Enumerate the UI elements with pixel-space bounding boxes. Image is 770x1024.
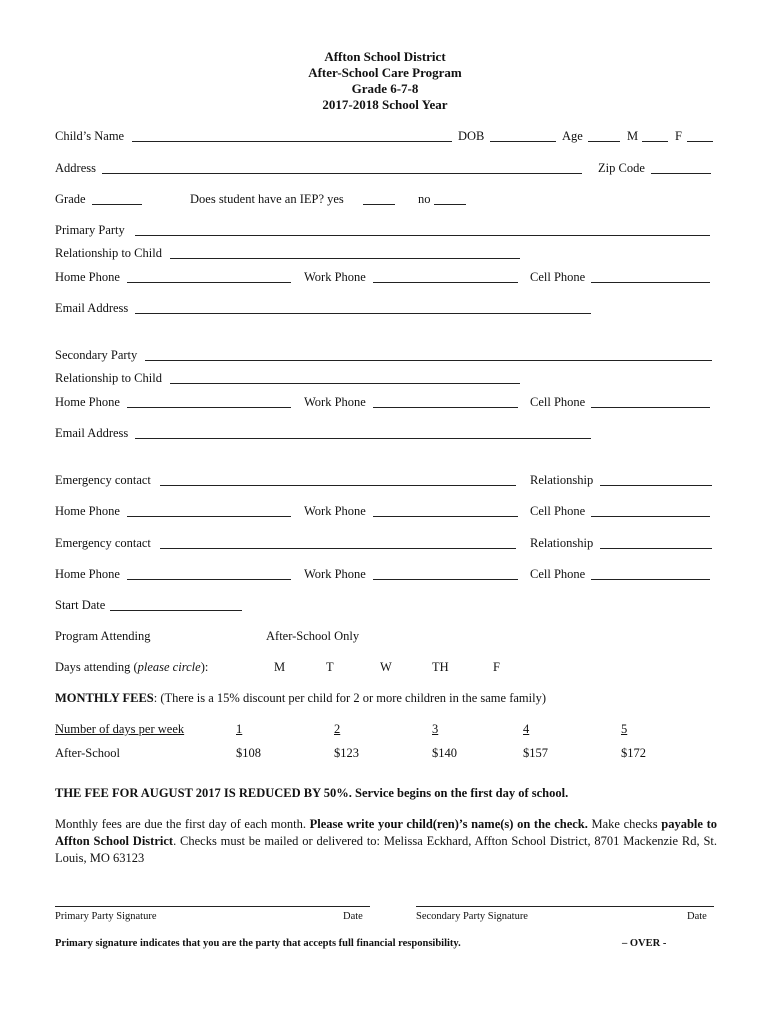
emergency1-contact-field[interactable] [160, 485, 516, 486]
zip-label: Zip Code [598, 161, 645, 175]
year-title: 2017-2018 School Year [322, 97, 448, 112]
secondary-relationship-field[interactable] [170, 383, 520, 384]
iep-no-label: no [418, 192, 431, 206]
emergency1-home-field[interactable] [127, 516, 291, 517]
secondary-signature-label: Secondary Party Signature [416, 911, 528, 922]
fees-col-1: 1 [236, 722, 243, 736]
primary-email-label: Email Address [55, 301, 129, 315]
secondary-work-field[interactable] [373, 407, 518, 408]
fees-value-5: $172 [621, 746, 646, 760]
age-label: Age [562, 129, 583, 143]
program-title: After-School Care Program [308, 65, 462, 80]
fees-col-4: 4 [523, 722, 530, 736]
male-label: M [627, 129, 639, 143]
secondary-work-label: Work Phone [304, 395, 366, 409]
primary-relationship-label: Relationship to Child [55, 246, 162, 260]
iep-yes-field[interactable] [363, 204, 395, 205]
fees-col-3: 3 [432, 722, 439, 736]
emergency1-work-label: Work Phone [304, 504, 366, 518]
male-field[interactable] [642, 141, 668, 142]
emergency2-contact-label: Emergency contact [55, 536, 151, 550]
primary-signature-label: Primary Party Signature [55, 911, 157, 922]
fees-value-2: $123 [334, 746, 359, 760]
fees-col-5: 5 [621, 722, 628, 736]
primary-cell-field[interactable] [591, 282, 710, 283]
female-field[interactable] [687, 141, 713, 142]
primary-date-label: Date [343, 911, 363, 922]
emergency2-home-label: Home Phone [55, 567, 120, 581]
primary-email-field[interactable] [135, 313, 591, 314]
emergency2-cell-field[interactable] [591, 579, 710, 580]
monthly-fees-heading: MONTHLY FEES: (There is a 15% discount per child for 2 or more children in the same family) [55, 691, 546, 705]
program-attending-label: Program Attending [55, 629, 151, 643]
emergency1-relationship-field[interactable] [600, 485, 712, 486]
secondary-party-field[interactable] [145, 360, 712, 361]
days-attending-label: Days attending (please circle): [55, 660, 209, 674]
secondary-cell-label: Cell Phone [530, 395, 586, 409]
secondary-date-label: Date [687, 911, 707, 922]
primary-home-field[interactable] [127, 282, 291, 283]
day-option-w[interactable]: W [380, 660, 392, 674]
emergency2-contact-field[interactable] [160, 548, 516, 549]
fees-value-1: $108 [236, 746, 261, 760]
emergency1-relationship-label: Relationship [530, 473, 594, 487]
dob-label: DOB [458, 129, 485, 143]
emergency2-cell-label: Cell Phone [530, 567, 586, 581]
fees-col-2: 2 [334, 722, 341, 736]
child-name-label: Child’s Name [55, 129, 125, 143]
responsibility-note: Primary signature indicates that you are the party that accepts full financial responsibility. [55, 938, 461, 949]
secondary-cell-field[interactable] [591, 407, 710, 408]
day-option-f[interactable]: F [493, 660, 500, 674]
over-note: – OVER - [622, 938, 667, 949]
primary-home-label: Home Phone [55, 270, 120, 284]
primary-party-label: Primary Party [55, 223, 125, 237]
secondary-email-label: Email Address [55, 426, 129, 440]
fees-value-3: $140 [432, 746, 457, 760]
address-label: Address [55, 161, 96, 175]
zip-field[interactable] [651, 173, 711, 174]
dob-field[interactable] [490, 141, 556, 142]
august-notice: THE FEE FOR AUGUST 2017 IS REDUCED BY 50%. Service begins on the first day of school. [55, 786, 569, 800]
primary-work-field[interactable] [373, 282, 518, 283]
fees-value-4: $157 [523, 746, 548, 760]
secondary-relationship-label: Relationship to Child [55, 371, 162, 385]
emergency1-cell-field[interactable] [591, 516, 710, 517]
emergency2-work-field[interactable] [373, 579, 518, 580]
program-attending-value: After-School Only [266, 629, 360, 643]
day-option-m[interactable]: M [274, 660, 286, 674]
day-option-t[interactable]: T [326, 660, 334, 674]
fees-row-label: After-School [55, 746, 121, 760]
primary-relationship-field[interactable] [170, 258, 520, 259]
secondary-signature-line[interactable] [416, 906, 714, 907]
emergency1-home-label: Home Phone [55, 504, 120, 518]
grade-label: Grade [55, 192, 86, 206]
address-field[interactable] [102, 173, 582, 174]
secondary-home-label: Home Phone [55, 395, 120, 409]
female-label: F [675, 129, 682, 143]
child-name-field[interactable] [132, 141, 452, 142]
start-date-field[interactable] [110, 610, 242, 611]
primary-party-field[interactable] [135, 235, 710, 236]
district-title: Affton School District [324, 49, 446, 64]
secondary-party-label: Secondary Party [55, 348, 138, 362]
primary-signature-line[interactable] [55, 906, 370, 907]
iep-label: Does student have an IEP? yes [190, 192, 344, 206]
primary-cell-label: Cell Phone [530, 270, 586, 284]
emergency2-work-label: Work Phone [304, 567, 366, 581]
secondary-home-field[interactable] [127, 407, 291, 408]
age-field[interactable] [588, 141, 620, 142]
grade-field[interactable] [92, 204, 142, 205]
start-date-label: Start Date [55, 598, 106, 612]
emergency1-contact-label: Emergency contact [55, 473, 151, 487]
emergency2-relationship-label: Relationship [530, 536, 594, 550]
emergency2-relationship-field[interactable] [600, 548, 712, 549]
emergency1-cell-label: Cell Phone [530, 504, 586, 518]
grade-title: Grade 6-7-8 [351, 81, 419, 96]
secondary-email-field[interactable] [135, 438, 591, 439]
primary-work-label: Work Phone [304, 270, 366, 284]
payment-instructions: Monthly fees are due the first day of each month. Please write your child(ren)’s name(s) on the check. Make checks payable to Affton School District. Checks must be mailed or delivered to: Melissa Eckhard, Affton School District, 8701 Mackenzie Rd, St. Louis, MO 63123 [55, 817, 717, 865]
emergency2-home-field[interactable] [127, 579, 291, 580]
day-option-th[interactable]: TH [432, 660, 449, 674]
emergency1-work-field[interactable] [373, 516, 518, 517]
iep-no-field[interactable] [434, 204, 466, 205]
fees-days-header: Number of days per week [55, 722, 185, 736]
